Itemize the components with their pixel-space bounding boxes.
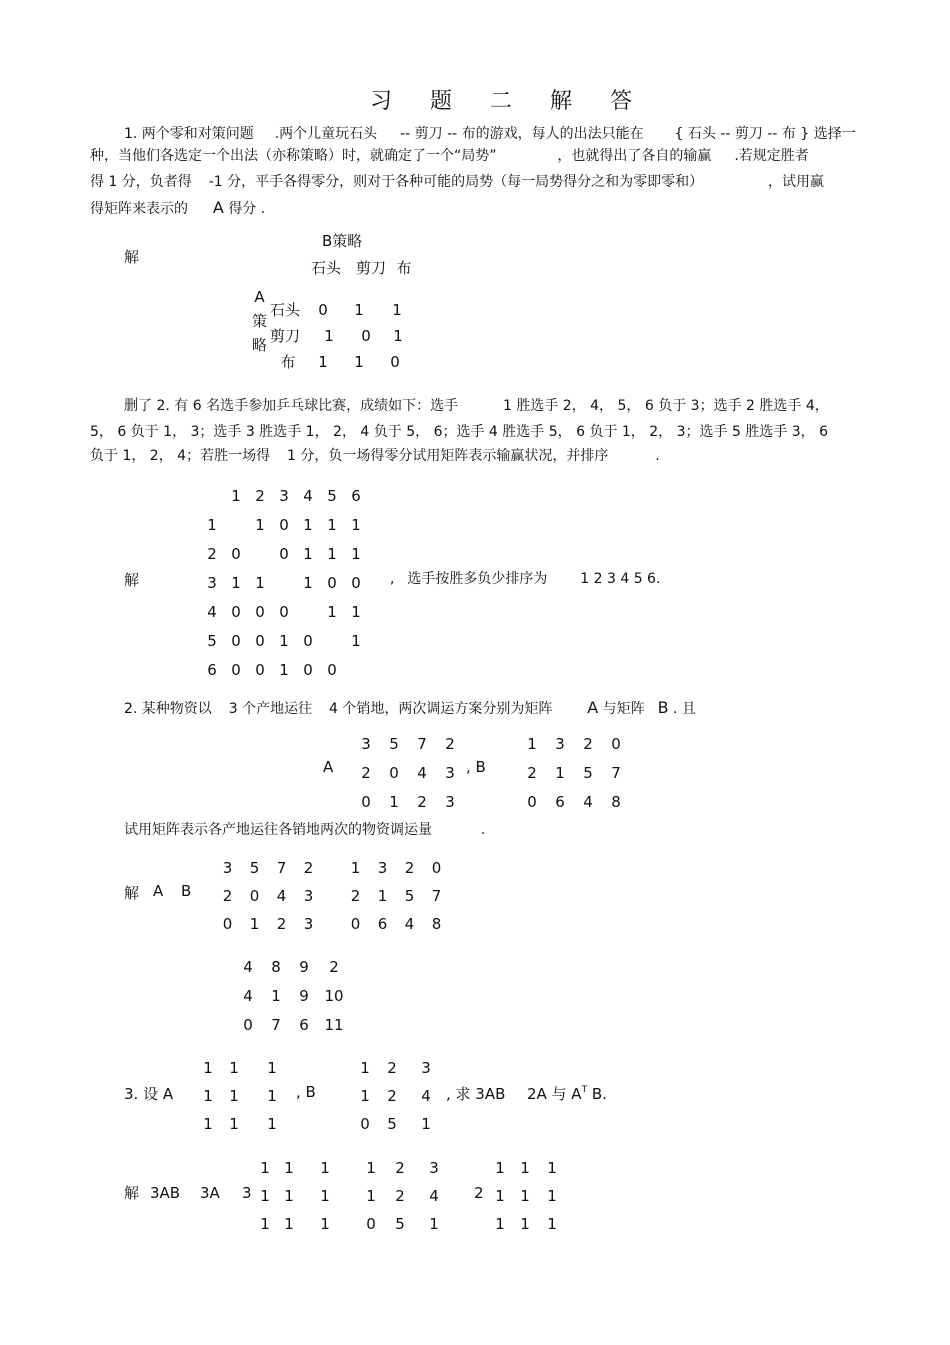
matrix-row (360, 1210, 450, 1238)
matrix-cell: 1 (260, 1187, 270, 1205)
matrix-row (488, 1182, 566, 1210)
matrix-row (342, 910, 450, 938)
matrix-cell: 1 (249, 915, 260, 933)
matrix-cell: 4 (417, 764, 427, 782)
matrix-row (200, 598, 368, 627)
matrix-cell: 0 (390, 353, 400, 371)
matrix-cell: 6 (299, 1016, 309, 1034)
matrix-row (356, 1082, 442, 1110)
transpose-superscript: T (581, 1085, 588, 1095)
problem-2-line-2 (90, 422, 828, 442)
matrix-cell: 1 (203, 1059, 213, 1077)
matrix-cell: 1 (231, 574, 241, 592)
matrix-cell: 1 (389, 793, 399, 811)
a-letter: A (254, 288, 265, 306)
matrix-B (518, 730, 630, 817)
matrix-cell: 1 (350, 859, 361, 877)
matrix-cell: 1 (271, 987, 281, 1005)
matrix-A (196, 1054, 296, 1138)
matrix-B (342, 854, 450, 938)
column-header: 石头 (310, 259, 341, 277)
matrix-row (254, 1182, 348, 1210)
tournament-matrix (200, 482, 368, 685)
matrix-cell (344, 656, 368, 685)
problem-1-line-2 (90, 146, 809, 166)
matrix-cell: 1 (547, 1187, 557, 1205)
matrix-cell: 3 (361, 735, 371, 753)
matrix-row (196, 1082, 296, 1110)
matrix-cell: 1 (351, 516, 361, 534)
matrix-cell: 1 (229, 1059, 239, 1077)
separator-B: , B (296, 1083, 316, 1101)
text-fragment: 得分 . (228, 201, 266, 217)
matrix-row (196, 1054, 296, 1082)
matrix-B (356, 1054, 442, 1138)
solution-label: 解 (124, 571, 140, 589)
matrix-cell: 2 (445, 735, 455, 753)
text-fragment: .两个儿童玩石头 (274, 126, 378, 142)
title-char: 习 (370, 89, 395, 114)
matrix-cell: 1 (351, 603, 361, 621)
matrix-cell: 7 (417, 735, 427, 753)
matrix-cell: 1 (360, 1059, 370, 1077)
column-header: 2 (255, 487, 265, 505)
matrix-cell: 2 (276, 915, 287, 933)
text-fragment: . (480, 822, 486, 838)
matrix-row (270, 297, 416, 323)
matrix-cell: 1 (393, 327, 403, 345)
matrix-cell: 2 (395, 1187, 405, 1205)
matrix-cell: 3 (222, 859, 233, 877)
matrix-cell: 1 (351, 545, 361, 563)
problem-2-line-3 (90, 446, 660, 466)
matrix-cell: 0 (351, 574, 361, 592)
matrix-cell: 1 (495, 1187, 505, 1205)
matrix-cell: 1 (320, 1159, 330, 1177)
matrix-cell: 1 (421, 1115, 431, 1133)
matrix-cell: 2 (387, 1087, 397, 1105)
title-char: 解 (550, 89, 575, 114)
matrix-cell: 1 (520, 1159, 530, 1177)
matrix-cell: 4 (429, 1187, 439, 1205)
matrix-cell: 0 (279, 603, 289, 621)
matrix-cell: 0 (222, 915, 233, 933)
matrix-cell: 1 (320, 1187, 330, 1205)
matrix-cell: 2 (329, 958, 339, 976)
matrix-cell: 3 (303, 887, 314, 905)
label-A: A (153, 882, 164, 900)
matrix-cell: 1 (203, 1087, 213, 1105)
matrix-row (356, 1110, 442, 1138)
matrix-cell: 1 (303, 545, 313, 563)
text-fragment: 种，当他们各选定一个出法（亦称策略）时，就确定了一个“局势” (90, 148, 497, 164)
text-fragment: 1 分，负一场得零分试用矩阵表示输赢状况，并排序 (286, 448, 609, 464)
matrix-cell: 0 (231, 603, 241, 621)
text-fragment: 1 胜选手 2， 4， 5， 6 负于 3；选手 2 胜选手 4， (502, 398, 829, 414)
matrix-cell: 1 (203, 1115, 213, 1133)
column-header: 布 (396, 259, 412, 277)
matrix-row (488, 1210, 566, 1238)
b-strategy-columns (308, 257, 412, 278)
column-header: 5 (327, 487, 337, 505)
text-fragment: ，试用赢 (768, 174, 825, 190)
solution-label: 解 (124, 248, 140, 266)
text-fragment: 试用矩阵表示各产地运往各销地两次的物资调运量 (124, 822, 432, 838)
matrix-cell (248, 540, 272, 569)
text-fragment: 1 2 3 4 5 6. (580, 571, 661, 587)
matrix-cell: 1 (267, 1115, 277, 1133)
matrix-cell: 1 (527, 735, 537, 753)
matrix-A (254, 1154, 348, 1238)
matrix-cell: 5 (395, 1215, 405, 1233)
lhs-3AB: 3AB (150, 1184, 181, 1202)
matrix-cell: 3 (377, 859, 388, 877)
matrix-cell: 1 (318, 353, 328, 371)
matrix-cell: 1 (267, 1059, 277, 1077)
matrix-row (254, 1154, 348, 1182)
row-label: 剪刀 (270, 327, 301, 345)
matrix-row (200, 511, 368, 540)
title-char: 二 (490, 89, 515, 114)
matrix-cell: 2 (527, 764, 537, 782)
row-label: 2 (207, 545, 217, 563)
matrix-cell: 7 (431, 887, 442, 905)
matrix-cell: 0 (361, 327, 371, 345)
matrix-A (488, 1154, 566, 1238)
matrix-cell: 1 (279, 632, 289, 650)
title-char: 答 (610, 89, 635, 114)
row-label: 石头 (270, 301, 301, 319)
a-letter: 略 (252, 336, 268, 354)
matrix-cell: 1 (303, 574, 313, 592)
matrix-cell: 1 (320, 1215, 330, 1233)
matrix-cell: 2 (387, 1059, 397, 1077)
matrix-symbol: A (212, 198, 224, 217)
transport-question (124, 820, 485, 840)
matrix-cell: 2 (303, 859, 314, 877)
matrix-cell: 0 (255, 661, 265, 679)
matrix-cell: 0 (431, 859, 442, 877)
matrix-cell: 1 (547, 1159, 557, 1177)
matrix-cell: 5 (387, 1115, 397, 1133)
matrix-cell: 1 (229, 1087, 239, 1105)
matrix-row (360, 1154, 450, 1182)
matrix-cell: 0 (231, 632, 241, 650)
matrix-cell: 4 (243, 987, 253, 1005)
matrix-cell: 2 (361, 764, 371, 782)
column-header: 4 (303, 487, 313, 505)
matrix-row (200, 540, 368, 569)
matrix-cell: 11 (324, 1016, 344, 1034)
matrix-cell: 1 (260, 1159, 270, 1177)
matrix-cell: 0 (231, 661, 241, 679)
matrix-cell: 4 (583, 793, 593, 811)
matrix-cell: 7 (611, 764, 621, 782)
matrix-cell: 1 (279, 661, 289, 679)
text-fragment: -1 分，平手各得零分，则对于各种可能的局势（每一局势得分之和为零即零和） (208, 174, 704, 190)
text-fragment: ，也就得出了各自的输赢 (557, 148, 712, 164)
title-char: 题 (430, 89, 455, 114)
matrix-row (518, 759, 630, 788)
text-fragment: . (655, 448, 660, 464)
matrix-cell: 5 (249, 859, 260, 877)
matrix-header-row (200, 482, 368, 511)
matrix-cell: 5 (583, 764, 593, 782)
text-fragment: 2. 某种物资以 (124, 701, 212, 717)
matrix-cell: 3 (421, 1059, 431, 1077)
text-fragment: 1. 两个零和对策问题 (124, 126, 254, 142)
row-label: 3 (207, 574, 217, 592)
matrix-cell: 3 (445, 793, 455, 811)
matrix-cell: 1 (392, 301, 402, 319)
matrix-cell: 0 (255, 603, 265, 621)
matrix-row (234, 1011, 350, 1040)
column-header: 6 (351, 487, 361, 505)
matrix-cell: 0 (279, 516, 289, 534)
text-fragment: 2A 与 A (526, 1085, 582, 1103)
matrix-cell: 1 (327, 603, 337, 621)
matrix-row (214, 882, 322, 910)
matrix-cell: 0 (303, 661, 313, 679)
matrix-row (200, 569, 368, 598)
solution-label: 解 (124, 884, 140, 902)
ranking-note (390, 569, 660, 589)
matrix-row (356, 1054, 442, 1082)
text-fragment: 删了 2. 有 6 名选手参加乒乓球比赛，成绩如下：选手 (124, 398, 459, 414)
matrix-row (352, 730, 464, 759)
matrix-row (234, 953, 350, 982)
matrix-row (270, 349, 416, 375)
separator-B: , B (466, 758, 486, 776)
text-fragment: . 且 (673, 701, 696, 717)
problem-transport-text (124, 698, 696, 719)
matrix-row (196, 1110, 296, 1138)
matrix-cell: 5 (389, 735, 399, 753)
matrix-cell (296, 598, 320, 627)
problem-2-line-1 (124, 396, 829, 416)
label-B: B (181, 882, 192, 900)
matrix-cell: 1 (351, 632, 361, 650)
matrix-cell: 0 (350, 915, 361, 933)
matrix-B (360, 1154, 450, 1238)
matrix-cell: 9 (299, 958, 309, 976)
matrix-row (488, 1154, 566, 1182)
text-fragment: B. (591, 1085, 607, 1103)
matrix-row (360, 1182, 450, 1210)
page-title (370, 84, 634, 115)
matrix-cell: 1 (555, 764, 565, 782)
matrix-cell: 1 (229, 1115, 239, 1133)
matrix-cell: 1 (495, 1215, 505, 1233)
matrix-cell: 4 (421, 1087, 431, 1105)
matrix-cell: 0 (327, 574, 337, 592)
matrix-cell: 0 (243, 1016, 253, 1034)
text-fragment: , (390, 571, 395, 587)
matrix-row (200, 656, 368, 685)
matrix-cell: 1 (327, 545, 337, 563)
matrix-cell: 1 (284, 1187, 294, 1205)
matrix-cell: 2 (583, 735, 593, 753)
problem-1-line-4 (90, 198, 265, 219)
row-label: 4 (207, 603, 217, 621)
matrix-cell: 1 (267, 1087, 277, 1105)
matrix-cell: 4 (404, 915, 415, 933)
matrix-cell: 1 (324, 327, 334, 345)
matrix-cell (224, 511, 248, 540)
b-strategy-label: B策略 (322, 232, 363, 250)
column-header: 剪刀 (355, 259, 386, 277)
matrix-cell: 4 (276, 887, 287, 905)
coefficient: 2 (474, 1184, 484, 1202)
matrix-cell: 0 (327, 661, 337, 679)
matrix-cell: 0 (389, 764, 399, 782)
matrix-cell: 1 (284, 1215, 294, 1233)
matrix-row (518, 788, 630, 817)
matrix-cell: 1 (520, 1215, 530, 1233)
matrix-cell: 3 (303, 915, 314, 933)
matrix-cell: 5 (404, 887, 415, 905)
text-fragment: -- 剪刀 -- 布的游戏，每人的出法只能在 (400, 126, 644, 142)
matrix-cell: 0 (361, 793, 371, 811)
matrix-cell: 2 (350, 887, 361, 905)
matrix-cell: 1 (360, 1087, 370, 1105)
matrix-row (270, 323, 416, 349)
matrix-cell: 3 (445, 764, 455, 782)
matrix-cell: 8 (611, 793, 621, 811)
row-label: 6 (207, 661, 217, 679)
text-fragment: { 石头 -- 剪刀 -- 布 } 选择一 (674, 126, 856, 142)
matrix-cell: 0 (255, 632, 265, 650)
solution-label: 解 (124, 1184, 140, 1202)
text-fragment: 得 1 分，负者得 (90, 174, 192, 190)
problem-3-prefix: 3. 设 A (124, 1085, 174, 1103)
matrix-cell: 2 (395, 1159, 405, 1177)
matrix-cell: 10 (324, 987, 344, 1005)
matrix-cell: 1 (354, 353, 364, 371)
row-label: 布 (280, 353, 296, 371)
matrix-cell (320, 627, 344, 656)
matrix-A (214, 854, 322, 938)
matrix-cell: 1 (495, 1159, 505, 1177)
matrix-cell: 1 (260, 1215, 270, 1233)
matrix-cell: 6 (377, 915, 388, 933)
lhs-3A: 3A (200, 1184, 220, 1202)
matrix-cell: 1 (327, 516, 337, 534)
column-header: 1 (231, 487, 241, 505)
matrix-row (518, 730, 630, 759)
text-fragment: 3 个产地运往 (228, 701, 313, 717)
matrix-cell: 3 (555, 735, 565, 753)
a-letter: 策 (252, 312, 268, 330)
text-fragment: .若规定胜者 (734, 148, 809, 164)
matrix-cell: 1 (354, 301, 364, 319)
matrix-cell: 0 (318, 301, 328, 319)
text-fragment: , 求 3AB (446, 1085, 506, 1103)
problem-3-question (446, 1083, 607, 1104)
matrix-cell: 4 (243, 958, 253, 976)
row-label: 1 (207, 516, 217, 534)
text-fragment: 5， 6 负于 1， 3；选手 3 胜选手 1， 2， 4 负于 5， 6；选手 4 胜选手 5， 6 负于 1， 2， 3；选手 5 胜选手 3， 6 (90, 424, 829, 440)
matrix-row (254, 1210, 348, 1238)
matrix-cell: 0 (366, 1215, 376, 1233)
matrix-cell: 9 (299, 987, 309, 1005)
matrix-cell: 3 (429, 1159, 439, 1177)
matrix-cell: 7 (271, 1016, 281, 1034)
matrix-cell: 0 (527, 793, 537, 811)
matrix-row (200, 627, 368, 656)
matrix-row (342, 882, 450, 910)
matrix-cell: 1 (520, 1187, 530, 1205)
matrix-A (352, 730, 464, 817)
matrix-cell: 0 (249, 887, 260, 905)
matrix-cell: 0 (611, 735, 621, 753)
matrix-cell: 2 (417, 793, 427, 811)
row-label: 5 (207, 632, 217, 650)
matrix-row (234, 982, 350, 1011)
matrix-row (352, 788, 464, 817)
matrix-cell: 7 (276, 859, 287, 877)
matrix-cell: 0 (303, 632, 313, 650)
column-header: 3 (279, 487, 289, 505)
matrix-result (234, 953, 350, 1040)
text-fragment: 与矩阵 (602, 701, 645, 717)
matrix-cell: 0 (360, 1115, 370, 1133)
matrix-cell: 8 (271, 958, 281, 976)
matrix-cell: 1 (547, 1215, 557, 1233)
problem-1-line-3 (90, 172, 824, 192)
coefficient: 3 (242, 1184, 252, 1202)
matrix-cell: 1 (255, 516, 265, 534)
matrix-cell: 2 (222, 887, 233, 905)
text-fragment: 负于 1， 2， 4；若胜一场得 (90, 448, 271, 464)
matrix-row (214, 910, 322, 938)
matrix-symbol: A (587, 698, 599, 717)
text-fragment: 4 个销地，两次调运方案分别为矩阵 (328, 701, 553, 717)
matrix-cell: 2 (404, 859, 415, 877)
matrix-cell: 1 (366, 1159, 376, 1177)
matrix-cell: 0 (231, 545, 241, 563)
matrix-cell: 1 (255, 574, 265, 592)
matrix-row (214, 854, 322, 882)
matrix-cell: 1 (366, 1187, 376, 1205)
matrix-row (342, 854, 450, 882)
matrix-cell: 1 (303, 516, 313, 534)
matrix-row (352, 759, 464, 788)
matrix-cell: 1 (377, 887, 388, 905)
text-fragment: 选手按胜多负少排序为 (407, 571, 548, 587)
problem-1-line-1 (124, 124, 856, 144)
text-fragment: 得矩阵来表示的 (90, 201, 188, 217)
payoff-matrix (270, 297, 416, 375)
matrix-cell: 0 (279, 545, 289, 563)
matrix-cell (272, 569, 296, 598)
matrix-cell: 1 (284, 1159, 294, 1177)
matrix-symbol: B (657, 698, 669, 717)
matrix-cell: 1 (429, 1215, 439, 1233)
label-A: A (323, 758, 334, 776)
matrix-cell: 8 (431, 915, 442, 933)
matrix-cell: 6 (555, 793, 565, 811)
a-strategy-label (252, 285, 267, 357)
